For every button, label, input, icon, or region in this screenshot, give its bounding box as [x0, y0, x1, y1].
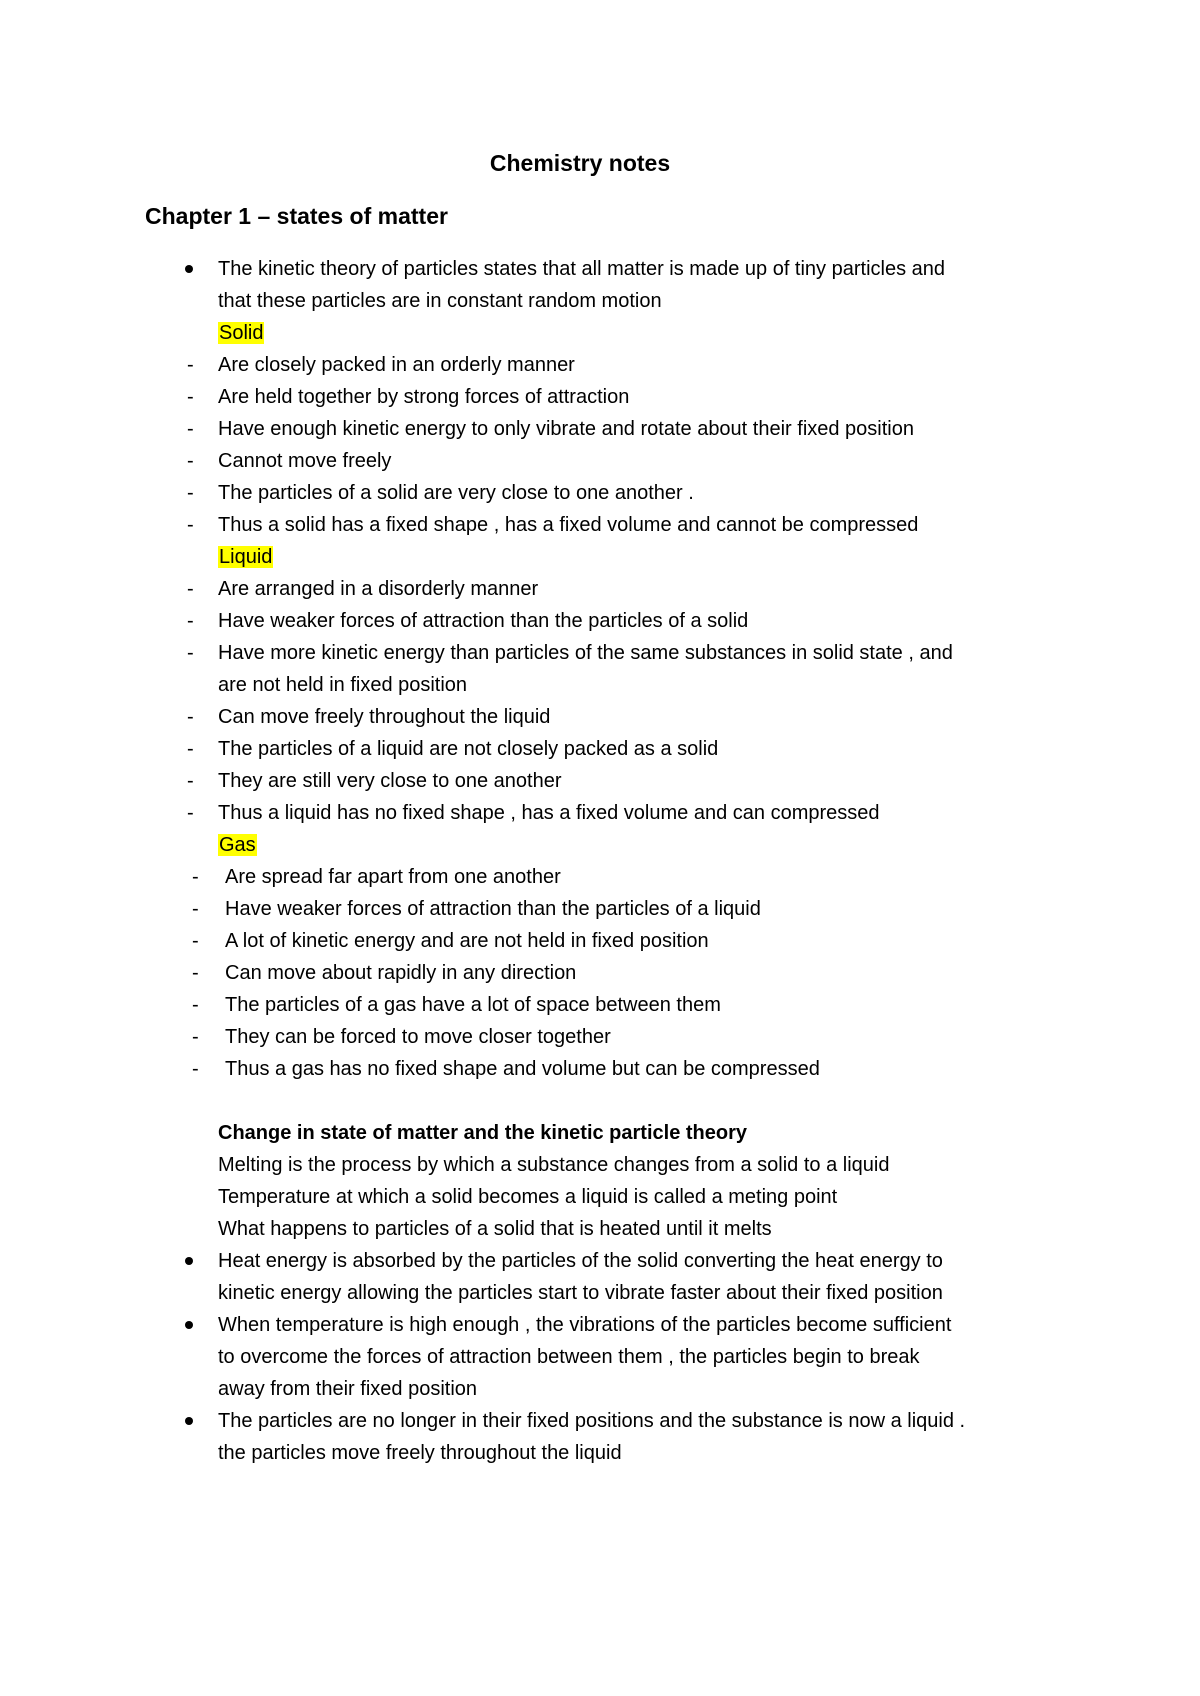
bullet-item: The particles are no longer in their fixed positions and the substance is now a liquid . — [218, 1408, 965, 1434]
bullet-icon — [185, 265, 193, 273]
bullet-item: When temperature is high enough , the vibrations of the particles become sufficient — [218, 1312, 951, 1338]
gas-item: - Have weaker forces of attraction than the particles of a liquid — [192, 898, 761, 920]
section-heading: Change in state of matter and the kinetic particle theory — [218, 1122, 748, 1144]
gas-item: - A lot of kinetic energy and are not held in fixed position — [192, 930, 709, 952]
bullet-item-continuation: away from their fixed position — [218, 1378, 478, 1400]
solid-item: - Thus a solid has a fixed shape , has a fixed volume and cannot be compressed — [187, 514, 919, 536]
liquid-item-continuation: are not held in fixed position — [218, 674, 468, 696]
solid-item: - Are closely packed in an orderly manner — [187, 354, 575, 376]
bullet-icon — [185, 1321, 193, 1329]
paragraph-line: What happens to particles of a solid that is heated until it melts — [218, 1218, 772, 1240]
liquid-item: - Can move freely throughout the liquid — [187, 706, 551, 728]
paragraph-line: Temperature at which a solid becomes a liquid is called a meting point — [218, 1186, 838, 1208]
gas-item: - Are spread far apart from one another — [192, 866, 561, 888]
solid-label: Solid — [219, 322, 264, 344]
solid-item: - The particles of a solid are very close to one another . — [187, 482, 694, 504]
intro-bullet: The kinetic theory of particles states that all matter is made up of tiny particles and — [218, 256, 945, 282]
liquid-item: - Are arranged in a disorderly manner — [187, 578, 539, 600]
liquid-item: - They are still very close to one another — [187, 770, 562, 792]
solid-item: - Cannot move freely — [187, 450, 392, 472]
paragraph-line: Melting is the process by which a substance changes from a solid to a liquid — [218, 1154, 890, 1176]
bullet-item: Heat energy is absorbed by the particles of the solid converting the heat energy to — [218, 1248, 943, 1274]
gas-label: Gas — [219, 834, 256, 856]
bullet-icon — [185, 1257, 193, 1265]
document-title: Chemistry notes — [489, 150, 671, 176]
liquid-label: Liquid — [219, 546, 273, 568]
liquid-item: - Have weaker forces of attraction than the particles of a solid — [187, 610, 749, 632]
bullet-icon — [185, 1417, 193, 1425]
gas-item: - They can be forced to move closer together — [192, 1026, 611, 1048]
chapter-heading: Chapter 1 – states of matter — [145, 203, 448, 229]
bullet-item-continuation: kinetic energy allowing the particles start to vibrate faster about their fixed position — [218, 1282, 943, 1304]
bullet-item-continuation: the particles move freely throughout the liquid — [218, 1442, 622, 1464]
bullet-item-continuation: to overcome the forces of attraction between them , the particles begin to break — [218, 1346, 920, 1368]
intro-bullet-continuation: that these particles are in constant random motion — [218, 290, 662, 312]
liquid-item: - Thus a liquid has no fixed shape , has a fixed volume and can compressed — [187, 802, 880, 824]
gas-item: - The particles of a gas have a lot of space between them — [192, 994, 721, 1016]
solid-item: - Have enough kinetic energy to only vibrate and rotate about their fixed position — [187, 418, 914, 440]
solid-item: - Are held together by strong forces of attraction — [187, 386, 630, 408]
liquid-item: - The particles of a liquid are not closely packed as a solid — [187, 738, 719, 760]
gas-item: - Can move about rapidly in any direction — [192, 962, 577, 984]
liquid-item: - Have more kinetic energy than particles of the same substances in solid state , and — [187, 642, 953, 664]
gas-item: - Thus a gas has no fixed shape and volume but can be compressed — [192, 1058, 820, 1080]
